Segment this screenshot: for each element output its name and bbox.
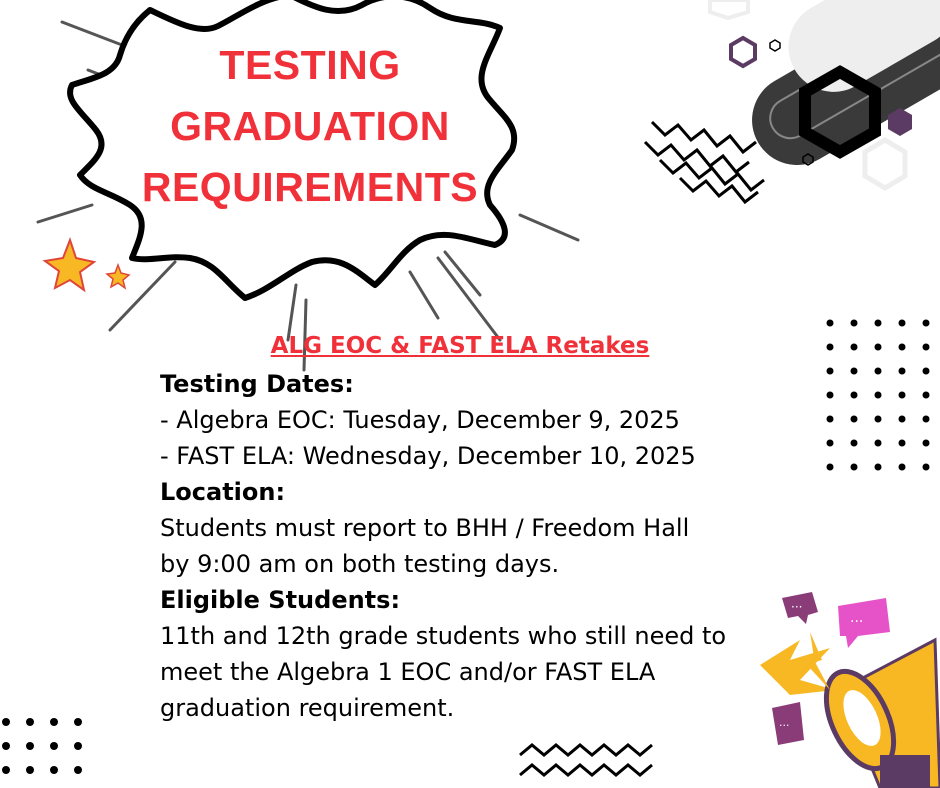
dot — [74, 718, 82, 726]
dot — [827, 392, 834, 399]
dot — [827, 368, 834, 375]
speech-bubble-icon — [782, 592, 818, 624]
dot — [50, 718, 58, 726]
dot — [923, 440, 930, 447]
hexagon-icon — [865, 140, 905, 188]
dot — [74, 766, 82, 774]
dot — [851, 416, 858, 423]
eligible-heading: Eligible Students: — [160, 586, 401, 614]
dot — [851, 440, 858, 447]
dot — [923, 368, 930, 375]
location-heading: Location: — [160, 478, 286, 506]
dot — [827, 320, 834, 327]
dot — [2, 742, 10, 750]
dot — [851, 464, 858, 471]
dot — [899, 320, 906, 327]
headline-line-1: TESTING — [219, 42, 401, 88]
dot — [875, 440, 882, 447]
speech-bubble-icon — [772, 702, 804, 745]
dot — [827, 440, 834, 447]
hexagon-icon — [731, 38, 755, 66]
dot — [899, 344, 906, 351]
hexagon-icon — [710, 0, 748, 18]
star-icon — [45, 240, 94, 290]
headline-line-2: GRADUATION — [170, 103, 450, 149]
hexagon-icon — [770, 40, 780, 51]
zigzag-icon — [520, 745, 652, 775]
dot — [26, 718, 34, 726]
dot — [875, 368, 882, 375]
dot — [899, 416, 906, 423]
dot-grid-icon — [2, 718, 82, 774]
svg-text:···: ··· — [850, 614, 864, 630]
dot — [26, 742, 34, 750]
eligible-line-1: 11th and 12th grade students who still need to — [160, 622, 727, 650]
dot — [875, 320, 882, 327]
dot — [827, 344, 834, 351]
dot — [875, 416, 882, 423]
dot — [875, 464, 882, 471]
dot — [827, 464, 834, 471]
speech-bubble-icon — [838, 598, 890, 648]
dot — [899, 440, 906, 447]
dot — [923, 416, 930, 423]
dot — [2, 718, 10, 726]
dot — [923, 392, 930, 399]
dot — [899, 464, 906, 471]
dot — [26, 766, 34, 774]
dot-grid-icon — [827, 320, 930, 471]
eligible-line-3: graduation requirement. — [160, 694, 455, 722]
subtitle: ALG EOC & FAST ELA Retakes — [270, 333, 650, 359]
dot — [899, 368, 906, 375]
dot — [923, 464, 930, 471]
svg-text:···: ··· — [791, 600, 803, 614]
location-line-2: by 9:00 am on both testing days. — [160, 550, 560, 578]
dot — [851, 320, 858, 327]
dot — [851, 344, 858, 351]
dot — [875, 344, 882, 351]
dot — [2, 766, 10, 774]
dot — [923, 344, 930, 351]
location-line-1: Students must report to BHH / Freedom Hall — [160, 514, 690, 542]
headline-line-3: REQUIREMENTS — [141, 164, 479, 210]
dot — [851, 368, 858, 375]
testing-dates-heading: Testing Dates: — [160, 370, 354, 398]
dot — [899, 392, 906, 399]
eligible-line-2: meet the Algebra 1 EOC and/or FAST ELA — [160, 658, 656, 686]
dot — [875, 392, 882, 399]
dot — [923, 320, 930, 327]
dot — [50, 742, 58, 750]
algebra-date: - Algebra EOC: Tuesday, December 9, 2025 — [160, 406, 680, 434]
star-icon — [107, 265, 129, 288]
zigzag-icon — [645, 122, 764, 202]
fast-date: - FAST ELA: Wednesday, December 10, 2025 — [160, 442, 696, 470]
dot — [74, 742, 82, 750]
dot — [851, 392, 858, 399]
dot — [50, 766, 58, 774]
dot — [827, 416, 834, 423]
svg-text:···: ··· — [779, 719, 790, 732]
